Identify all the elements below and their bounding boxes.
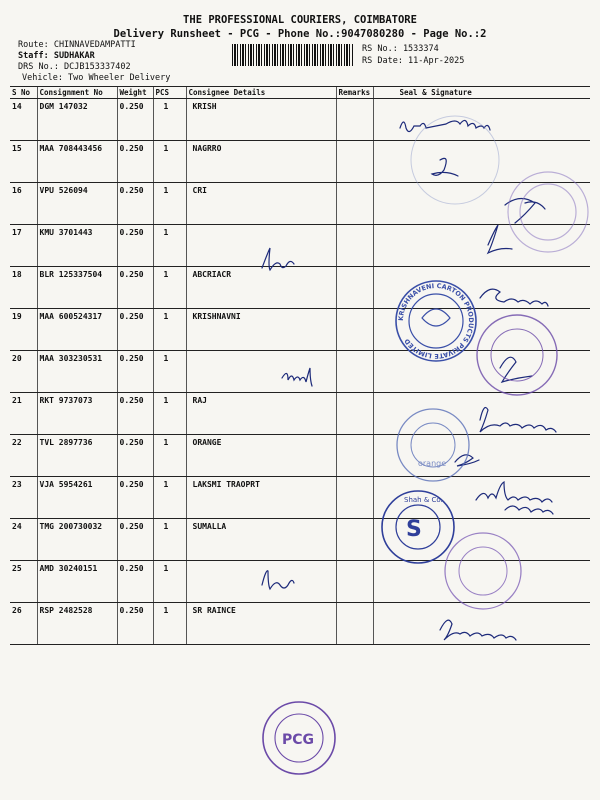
cell-consignment-no: MAA 600524317 xyxy=(37,309,117,351)
cell-remarks xyxy=(336,561,373,603)
table-row xyxy=(10,183,590,225)
vehicle-label: Vehicle: Two Wheeler Delivery xyxy=(22,73,171,83)
cell-pcs: 1 xyxy=(153,309,186,351)
table-row xyxy=(10,351,590,393)
cell-weight: 0.250 xyxy=(117,99,153,141)
cell-consignee: ABCRIACR xyxy=(186,267,336,309)
cell-consignment-no: TMG 200730032 xyxy=(37,519,117,561)
table-row xyxy=(10,477,590,519)
cell-remarks xyxy=(336,99,373,141)
cell-weight: 0.250 xyxy=(117,351,153,393)
table-row xyxy=(10,435,590,477)
cell-sno: 14 xyxy=(10,99,37,141)
cell-consignment-no: BLR 125337504 xyxy=(37,267,117,309)
cell-seal-signature xyxy=(373,435,590,477)
cell-sno: 25 xyxy=(10,561,37,603)
drs-label: DRS No.: DCJB153337402 xyxy=(18,62,131,72)
cell-remarks xyxy=(336,603,373,645)
cell-consignment-no: DGM 147032 xyxy=(37,99,117,141)
col-remarks: Remarks xyxy=(336,87,373,99)
cell-seal-signature xyxy=(373,309,590,351)
cell-pcs: 1 xyxy=(153,393,186,435)
cell-sno: 21 xyxy=(10,393,37,435)
cell-pcs: 1 xyxy=(153,477,186,519)
cell-consignment-no: VPU 526094 xyxy=(37,183,117,225)
cell-remarks xyxy=(336,267,373,309)
cell-remarks xyxy=(336,519,373,561)
table-row xyxy=(10,141,590,183)
cell-pcs: 1 xyxy=(153,183,186,225)
cell-sno: 18 xyxy=(10,267,37,309)
table-row xyxy=(10,393,590,435)
col-consignee-details: Consignee Details xyxy=(186,87,336,99)
company-title: THE PROFESSIONAL COURIERS, COIMBATORE xyxy=(183,14,417,26)
cell-weight: 0.250 xyxy=(117,561,153,603)
table-header-row xyxy=(10,87,590,99)
cell-weight: 0.250 xyxy=(117,183,153,225)
cell-pcs: 1 xyxy=(153,99,186,141)
cell-consignment-no: MAA 303230531 xyxy=(37,351,117,393)
cell-remarks xyxy=(336,225,373,267)
cell-pcs: 1 xyxy=(153,225,186,267)
table-row xyxy=(10,603,590,645)
cell-seal-signature xyxy=(373,519,590,561)
cell-consignment-no: KMU 3701443 xyxy=(37,225,117,267)
cell-remarks xyxy=(336,141,373,183)
cell-pcs: 1 xyxy=(153,561,186,603)
shah-seal-text: Shah & Co. xyxy=(404,496,443,504)
col-pcs: PCS xyxy=(153,87,186,99)
cell-seal-signature xyxy=(373,393,590,435)
cell-sno: 26 xyxy=(10,603,37,645)
cell-sno: 17 xyxy=(10,225,37,267)
cell-sno: 20 xyxy=(10,351,37,393)
barcode-image xyxy=(232,44,354,66)
cell-weight: 0.250 xyxy=(117,477,153,519)
cell-sno: 24 xyxy=(10,519,37,561)
svg-text:S: S xyxy=(406,517,422,542)
pcg-seal-text: PCG xyxy=(282,732,315,748)
cell-seal-signature xyxy=(373,561,590,603)
cell-consignee: KRISHNAVNI xyxy=(186,309,336,351)
cell-pcs: 1 xyxy=(153,351,186,393)
cell-sno: 22 xyxy=(10,435,37,477)
rs-date-label: RS Date: 11-Apr-2025 xyxy=(362,56,465,66)
cell-sno: 15 xyxy=(10,141,37,183)
cell-consignment-no: VJA 5954261 xyxy=(37,477,117,519)
cell-consignee: ORANGE xyxy=(186,435,336,477)
cell-consignment-no: MAA 708443456 xyxy=(37,141,117,183)
cell-consignment-no: AMD 30240151 xyxy=(37,561,117,603)
table-row xyxy=(10,561,590,603)
cell-consignment-no: RKT 9737073 xyxy=(37,393,117,435)
cell-seal-signature xyxy=(373,351,590,393)
cell-weight: 0.250 xyxy=(117,435,153,477)
cell-seal-signature xyxy=(373,225,590,267)
cell-pcs: 1 xyxy=(153,267,186,309)
cell-consignee xyxy=(186,561,336,603)
staff-label: Staff: SUDHAKAR xyxy=(18,51,95,61)
route-label: Route: CHINNAVEDAMPATTI xyxy=(18,40,136,50)
cell-sno: 19 xyxy=(10,309,37,351)
cell-weight: 0.250 xyxy=(117,141,153,183)
col-consignment-no: Consignment No xyxy=(37,87,117,99)
col-sno: S No xyxy=(10,87,37,99)
cell-consignee xyxy=(186,351,336,393)
cell-remarks xyxy=(336,351,373,393)
cell-weight: 0.250 xyxy=(117,603,153,645)
cell-pcs: 1 xyxy=(153,141,186,183)
cell-weight: 0.250 xyxy=(117,225,153,267)
cell-consignment-no: RSP 2482528 xyxy=(37,603,117,645)
table-row xyxy=(10,225,590,267)
cell-remarks xyxy=(336,309,373,351)
cell-consignee: SUMALLA xyxy=(186,519,336,561)
cell-seal-signature xyxy=(373,141,590,183)
cell-weight: 0.250 xyxy=(117,519,153,561)
cell-pcs: 1 xyxy=(153,519,186,561)
cell-consignee: KRISH xyxy=(186,99,336,141)
cell-remarks xyxy=(336,183,373,225)
col-weight: Weight xyxy=(117,87,153,99)
cell-consignment-no: TVL 2897736 xyxy=(37,435,117,477)
cell-pcs: 1 xyxy=(153,435,186,477)
cell-weight: 0.250 xyxy=(117,309,153,351)
cell-sno: 23 xyxy=(10,477,37,519)
cell-seal-signature xyxy=(373,603,590,645)
cell-seal-signature xyxy=(373,99,590,141)
krishnaveni-seal-text: KRISHNAVENI CARTON PRODUCTS PRIVATE LIMITED xyxy=(396,281,476,361)
cell-weight: 0.250 xyxy=(117,393,153,435)
cell-consignee: NAGRRO xyxy=(186,141,336,183)
cell-consignee: LAKSMI TRAOPRT xyxy=(186,477,336,519)
table-row xyxy=(10,309,590,351)
col-seal-signature: Seal & Signature xyxy=(373,87,590,99)
sheet-title: Delivery Runsheet - PCG - Phone No.:9047080280 - Page No.:2 xyxy=(113,28,487,40)
cell-seal-signature xyxy=(373,183,590,225)
cell-seal-signature xyxy=(373,477,590,519)
cell-consignee xyxy=(186,225,336,267)
cell-pcs: 1 xyxy=(153,603,186,645)
table-row xyxy=(10,519,590,561)
cell-weight: 0.250 xyxy=(117,267,153,309)
orange-seal-text: orange xyxy=(418,459,447,468)
cell-consignee: SR RAINCE xyxy=(186,603,336,645)
cell-consignee: CRI xyxy=(186,183,336,225)
table-row xyxy=(10,99,590,141)
cell-remarks xyxy=(336,435,373,477)
cell-seal-signature xyxy=(373,267,590,309)
cell-consignee: RAJ xyxy=(186,393,336,435)
cell-sno: 16 xyxy=(10,183,37,225)
table-row xyxy=(10,267,590,309)
cell-remarks xyxy=(336,393,373,435)
pcg-seal xyxy=(263,702,335,774)
cell-remarks xyxy=(336,477,373,519)
runsheet-table xyxy=(10,87,590,645)
rs-no-label: RS No.: 1533374 xyxy=(362,44,439,54)
